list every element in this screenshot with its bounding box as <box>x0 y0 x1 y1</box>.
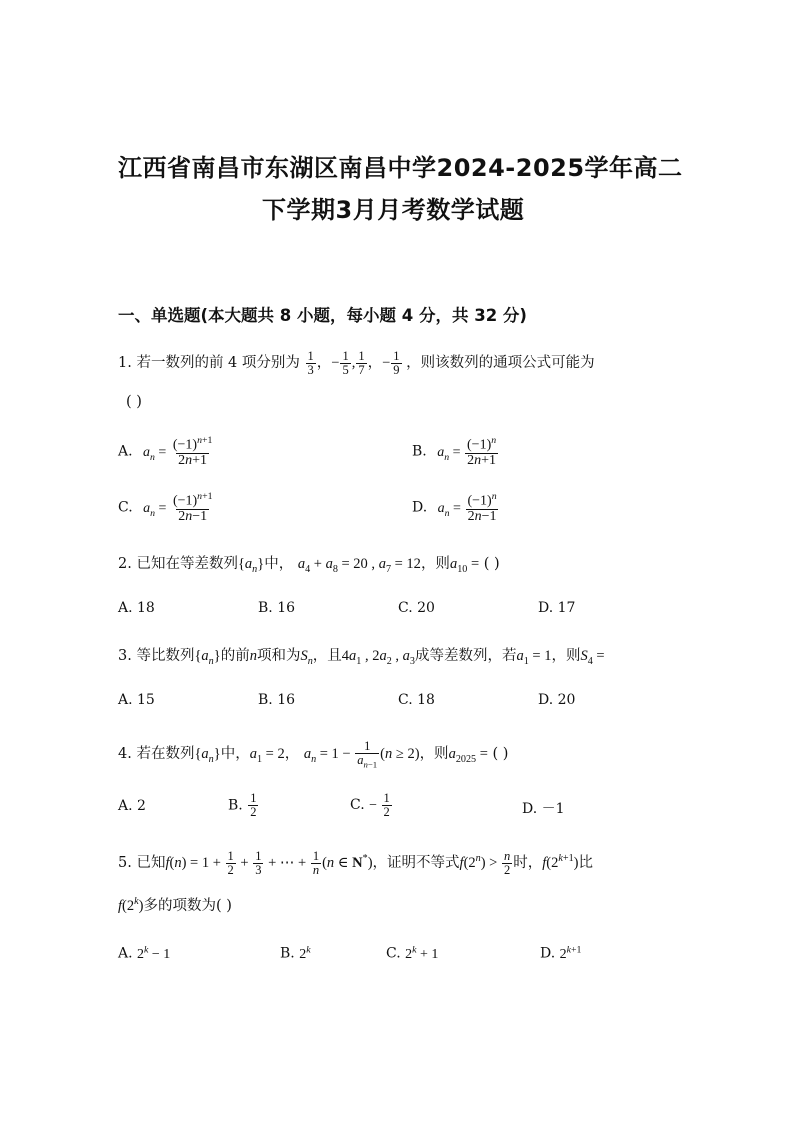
question-text: ，则 <box>420 556 450 572</box>
answer-paren: ( ) <box>483 556 500 572</box>
option-label: B. <box>280 945 295 962</box>
option-d[interactable] <box>540 944 581 963</box>
math-f2k: f(2$^k$) <box>118 896 144 914</box>
math-terms: $4a_1$ , $2a_2$ , $a_3$ <box>341 648 415 667</box>
option-label: A. <box>118 798 133 814</box>
question-5-cont <box>118 894 232 915</box>
option-d[interactable] <box>522 798 565 818</box>
question-text: ，则该数列的通项公式可能为 <box>406 354 595 371</box>
option-value: 2 <box>137 798 146 814</box>
option-c[interactable] <box>118 492 216 525</box>
option-label: D. <box>538 692 554 708</box>
option-value: 18 <box>417 692 435 708</box>
option-c[interactable] <box>350 792 393 819</box>
option-value: 17 <box>557 600 576 616</box>
question-text: 中， <box>264 556 294 572</box>
math-recurrence: $a_n = 1$ − $\frac{1}{a_{n-1}}$ (n ≥ 2) <box>303 739 420 770</box>
option-a[interactable] <box>118 600 155 616</box>
section-heading: 一、单选题(本大题共 8 小题，每小题 4 分，共 32 分) <box>118 306 527 325</box>
question-number: 2. <box>118 556 132 572</box>
option-value: 16 <box>277 692 296 708</box>
math-formula: $a_n$ = $\frac{(-1)^{n+1}}{2n-1}$ <box>143 491 213 525</box>
paper-title-line2: 下学期3月月考数学试题 <box>262 196 525 224</box>
paper-title-line1: 江西省南昌市东湖区南昌中学2024-2025学年高二 <box>118 154 683 182</box>
math-option: 2$^k$ <box>299 944 311 962</box>
option-label: C. <box>350 796 365 813</box>
option-value: 20 <box>417 600 435 616</box>
answer-paren: ( ) <box>215 898 232 914</box>
question-number: 3. <box>118 648 132 664</box>
question-text: 等比数列 <box>136 648 195 664</box>
option-a[interactable] <box>118 692 155 708</box>
math-target: $a_{2025}$ = <box>448 746 488 766</box>
math-a1: $a_1 = 1$ <box>516 648 552 667</box>
math-sequence: $\frac{1}{3}$ ，− $\frac{1}{5}$ , $\frac{1}{7}$ ，− $\frac{1}{9}$ <box>307 349 400 378</box>
option-label: C. <box>398 600 413 616</box>
question-text: 时， <box>513 854 543 871</box>
option-label: A. <box>118 692 133 708</box>
option-b[interactable] <box>228 792 259 819</box>
option-c[interactable] <box>398 600 435 616</box>
math-neg-half: − $\frac{1}{2}$ <box>369 791 390 820</box>
option-label: B. <box>258 600 273 616</box>
option-label: A. <box>118 945 133 962</box>
option-label: A. <box>118 600 133 616</box>
option-label: C. <box>118 499 133 516</box>
option-label: D. <box>538 600 554 616</box>
option-c[interactable] <box>386 944 438 963</box>
math-function: f(n) = 1 + $\frac{1}{2}$ + $\frac{1}{3}$ + ⋯ + $\frac{1}{n}$ (n ∈ N*) <box>165 849 373 878</box>
question-text: 若一数列的前 4 项分别为 <box>136 354 300 371</box>
option-value: －1 <box>541 801 565 817</box>
option-b[interactable] <box>258 692 295 708</box>
option-value: 16 <box>277 600 296 616</box>
option-d[interactable] <box>538 600 575 616</box>
math-condition: $a_4 + a_8 = 20$ , $a_7 = 12$ <box>297 556 421 575</box>
question-text: 多的项数为 <box>143 898 216 914</box>
option-label: D. <box>412 499 428 516</box>
option-d[interactable] <box>412 492 500 525</box>
question-text: 成等差数列，若 <box>414 648 517 664</box>
question-number: 4. <box>118 746 132 763</box>
option-b[interactable] <box>412 436 499 469</box>
math-target: $a_{10}$ = <box>449 556 480 575</box>
option-b[interactable] <box>280 944 311 963</box>
math-option: $2^{k+1}$ <box>559 944 582 962</box>
option-label: B. <box>412 443 427 460</box>
question-text: 中， <box>220 746 250 763</box>
question-text: 已知 <box>136 854 166 871</box>
option-value: 18 <box>137 600 155 616</box>
math-formula: $a_n$ = $\frac{(-1)^n}{2n-1}$ <box>437 491 497 525</box>
option-label: C. <box>386 945 401 962</box>
question-number: 5. <box>118 854 132 871</box>
option-c[interactable] <box>398 692 435 708</box>
question-text: 已知在等差数列 <box>136 556 238 572</box>
question-text: 比 <box>578 854 593 871</box>
question-text: 若在数列 <box>136 746 195 763</box>
math-a1: $a_1 = 2$ <box>249 746 285 766</box>
question-1 <box>118 350 595 377</box>
question-number: 1. <box>118 354 132 371</box>
option-label: B. <box>228 797 243 814</box>
question-3 <box>118 644 605 667</box>
option-label: C. <box>398 692 413 708</box>
option-a[interactable] <box>118 798 146 814</box>
question-2 <box>118 552 500 575</box>
option-value: 20 <box>557 692 576 708</box>
math-half: $\frac{1}{2}$ <box>250 791 257 820</box>
question-4: 4. 若在数列$\{a_n\}$中，$a_1 = 2$， $a_n = 1$ − $\frac{1}{a_{n-1}}$ (n ≥ 2)，则$a_{2025}$ = ( ) <box>118 739 509 770</box>
question-text: 的前 <box>220 648 250 664</box>
option-label: A. <box>118 443 133 460</box>
option-label: D. <box>540 945 556 962</box>
math-formula: $a_n$ = $\frac{(-1)^{n+1}}{2n+1}$ <box>143 435 213 469</box>
math-seq: $\{a_n\}$ <box>194 746 221 766</box>
question-text: 项和为 <box>256 648 301 664</box>
option-value: 15 <box>137 692 155 708</box>
option-b[interactable] <box>258 600 295 616</box>
answer-paren: ( ) <box>126 394 142 410</box>
question-text: ，则 <box>419 746 449 763</box>
math-s4: $S_4$ = <box>580 648 605 667</box>
question-5 <box>118 850 593 877</box>
math-seq: $\{a_n\}$ <box>194 648 221 667</box>
option-label: D. <box>522 801 538 817</box>
math-formula: $a_n$ = $\frac{(-1)^n}{2n+1}$ <box>437 435 497 469</box>
option-label: B. <box>258 692 273 708</box>
question-text: ，证明不等式 <box>372 854 460 871</box>
math-sn: $S_n$ <box>300 648 313 667</box>
question-text: ，则 <box>551 648 581 664</box>
math-seq: $\{a_n\}$ <box>237 556 265 575</box>
math-option: $2^k - 1$ <box>137 944 171 962</box>
math-inequality: $f(2^n)$ > $\frac{n}{2}$ <box>459 849 511 878</box>
option-a[interactable] <box>118 944 170 963</box>
answer-paren: ( ) <box>492 746 509 763</box>
question-text: ，且 <box>312 648 342 664</box>
option-d[interactable] <box>538 692 575 708</box>
math-f2k1: $f(2^{k+1})$ <box>542 853 579 871</box>
math-n: n <box>249 648 257 664</box>
option-a[interactable] <box>118 436 215 469</box>
math-option: $2^k + 1$ <box>405 944 439 962</box>
